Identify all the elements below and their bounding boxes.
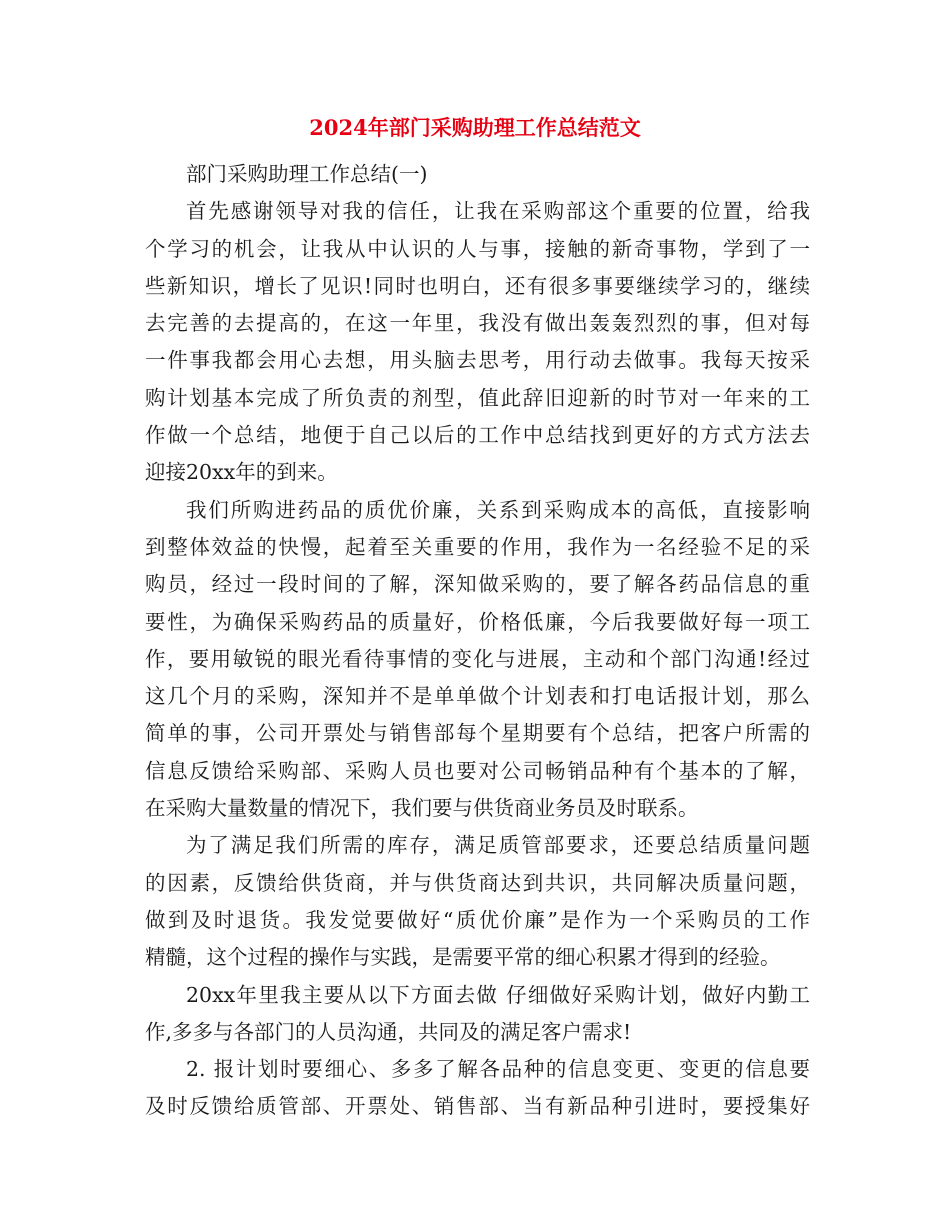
text-line: 做到及时退货。我发觉要做好“质优价廉”是作为一个采购员的工作 [145,907,810,932]
paragraph [145,492,810,828]
text-line: 在采购大量数量的情况下，我们要与供货商业务员及时联系。 [145,796,699,821]
paragraph [145,827,810,976]
text-line: 些新知识，增长了见识!同时也明白，还有很多事要继续学习的，继续 [145,273,810,298]
text-line: 我们所购进药品的质优价廉，关系到采购成本的高低，直接影响 [186,497,810,522]
paragraph [145,193,810,491]
text-line: 购员，经过一段时间的了解，深知做采购的，要了解各药品信息的重 [145,572,810,597]
text-line: 20xx年里我主要从以下方面去做 仔细做好采购计划，做好内勤工 [186,982,810,1007]
section-heading [145,156,810,193]
text-line: 一件事我都会用心去想，用头脑去思考，用行动去做事。我每天按采 [145,348,810,373]
document-body [145,156,810,1126]
document-title: 2024年部门采购助理工作总结范文 [309,115,641,140]
text-line: 信息反馈给采购部、采购人员也要对公司畅销品种有个基本的了解， [145,758,810,783]
paragraph [145,977,810,1052]
text-line: 个学习的机会，让我从中认识的人与事，接触的新奇事物，学到了一 [145,236,810,261]
text-line: 简单的事，公司开票处与销售部每个星期要有个总结，把客户所需的 [145,721,810,746]
heading-line: 部门采购助理工作总结(一) [186,162,428,186]
text-line: 去完善的去提高的，在这一年里，我没有做出轰轰烈烈的事，但对每 [145,311,810,336]
text-line: 为了满足我们所需的库存，满足质管部要求，还要总结质量问题 [186,833,810,858]
text-line: 购计划基本完成了所负责的剂型，值此辞旧迎新的时节对一年来的工 [145,385,810,410]
text-line: 作,多多与各部门的人员沟通，共同及的满足客户需求! [145,1019,632,1044]
text-line: 精髓，这个过程的操作与实践，是需要平常的细心积累才得到的经验。 [145,945,781,970]
text-line: 2. 报计划时要细心、多多了解各品种的信息变更、变更的信息要 [186,1057,810,1082]
text-line: 作做一个总结，地便于自己以后的工作中总结找到更好的方式方法去 [145,423,810,448]
text-line: 作，要用敏锐的眼光看待事情的变化与进展，主动和个部门沟通!经过 [145,646,810,671]
text-line: 首先感谢领导对我的信任，让我在采购部这个重要的位置，给我 [186,199,810,224]
text-line: 迎接20xx年的到来。 [145,460,338,485]
text-line: 及时反馈给质管部、开票处、销售部、当有新品种引进时，要授集好 [145,1094,810,1119]
text-line: 要性，为确保采购药品的质量好，价格低廉，今后我要做好每一项工 [145,609,810,634]
text-line: 的因素，反馈给供货商，并与供货商达到共识，共同解决质量问题， [145,870,810,895]
text-line: 到整体效益的快慢，起着至关重要的作用，我作为一名经验不足的采 [145,534,810,559]
text-line: 这几个月的采购，深知并不是单单做个计划表和打电话报计划，那么 [145,684,810,709]
paragraph [145,1051,810,1126]
